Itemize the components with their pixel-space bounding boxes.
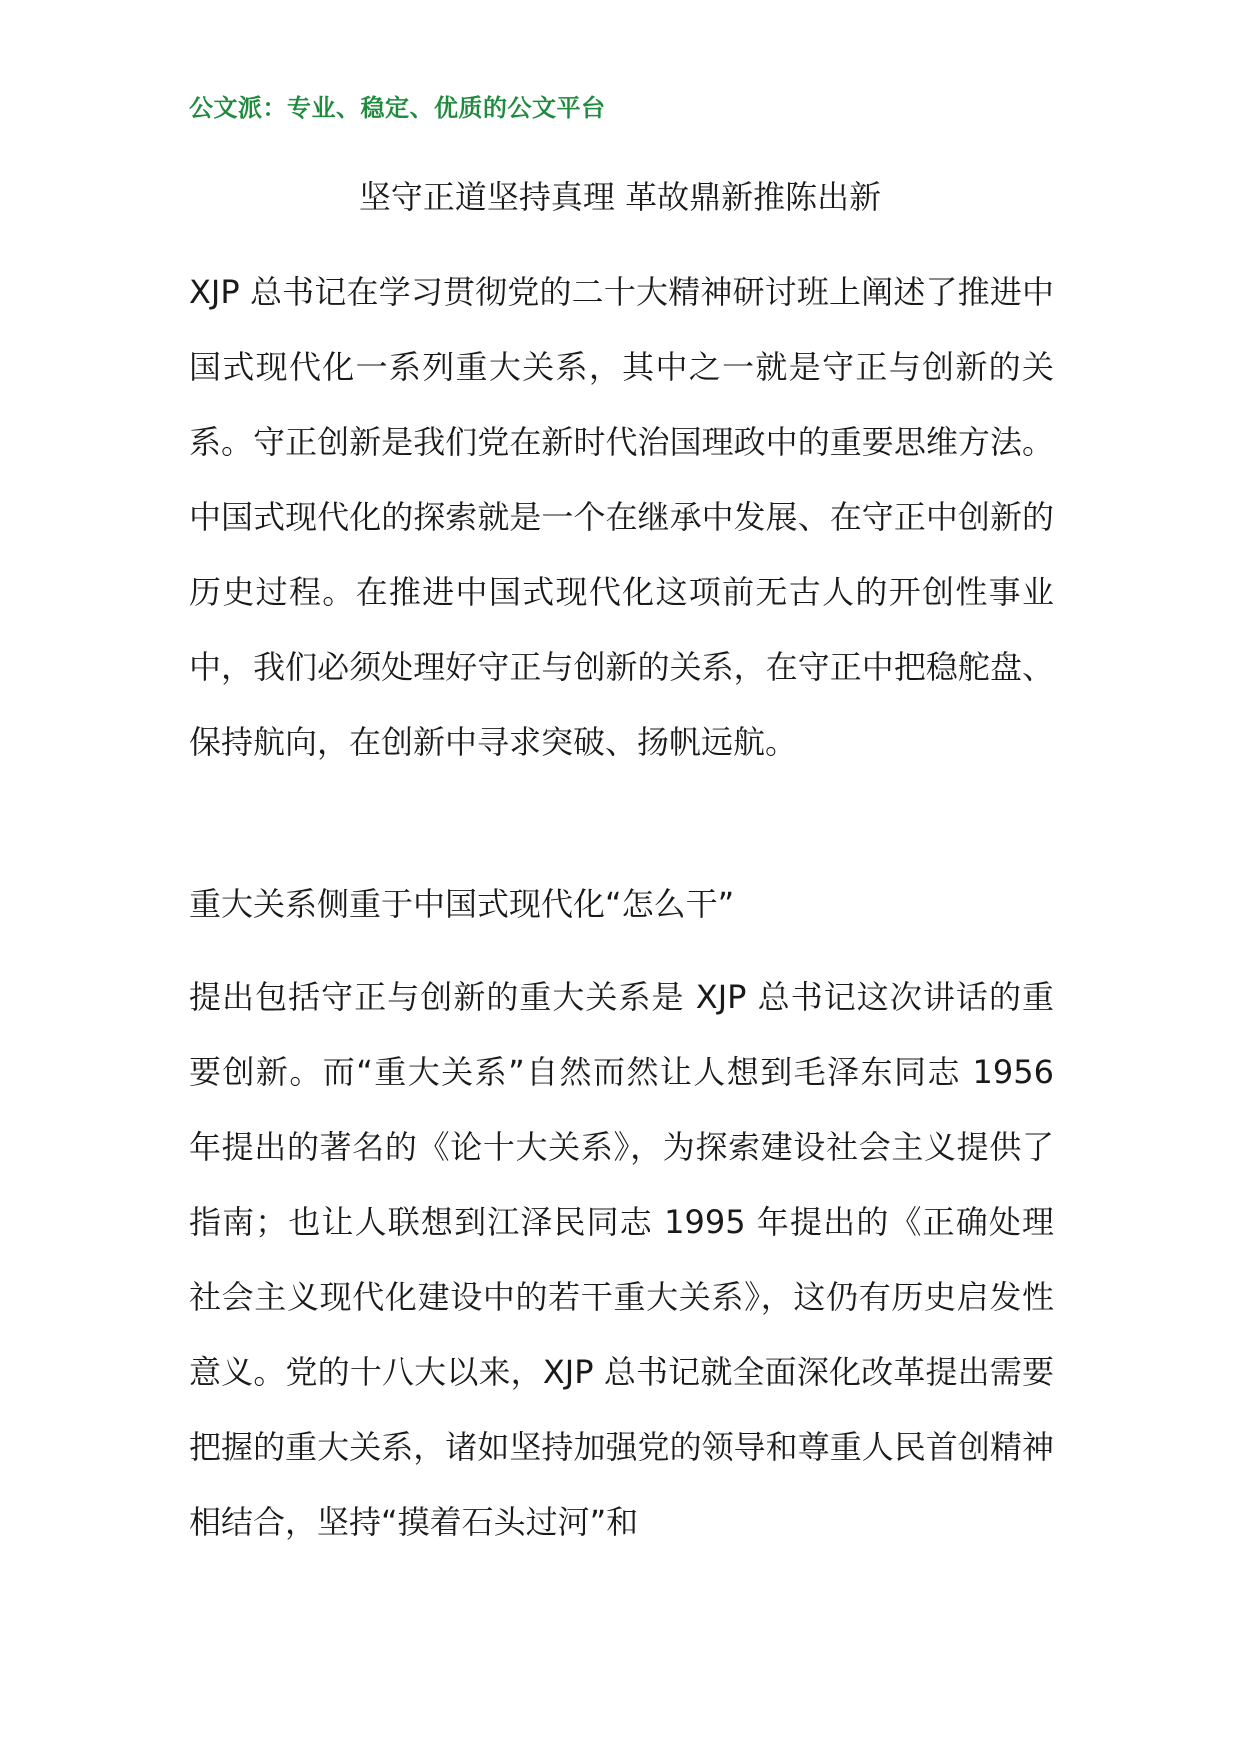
body-paragraph-1: XJP 总书记在学习贯彻党的二十大精神研讨班上阐述了推进中国式现代化一系列重大关系，其中之一就是守正与创新的关系。守正创新是我们党在新时代治国理政中的重要思维方法。中国式现代化的探索就是一个在继承中发展、在守正中创新的历史过程。在推进中国式现代化这项前无古人的开创性事业中，我们必须处理好守正与创新的关系，在守正中把稳舵盘、保持航向，在创新中寻求突破、扬帆远航。	[189, 273, 1054, 761]
header-tagline: 公文派：专业、稳定、优质的公文平台	[189, 94, 606, 122]
document-title: 坚守正道坚持真理 革故鼎新推陈出新	[358, 178, 882, 216]
body-paragraph-2: 提出包括守正与创新的重大关系是 XJP 总书记这次讲话的重要创新。而“重大关系”自然而然让人想到毛泽东同志 1956 年提出的著名的《论十大关系》，为探索建设社会主义提供了指南；也让人联想到江泽民同志 1995 年提出的《正确处理社会主义现代化建设中的若干重大关系》，这仍有历史启发性意义。党的十八大以来，XJP 总书记就全面深化改革提出需要把握的重大关系，诸如坚持加强党的领导和尊重人民首创精神相结合，坚持“摸着石头过河”和	[189, 978, 1054, 1541]
section-heading: 重大关系侧重于中国式现代化“怎么干”	[189, 885, 735, 923]
